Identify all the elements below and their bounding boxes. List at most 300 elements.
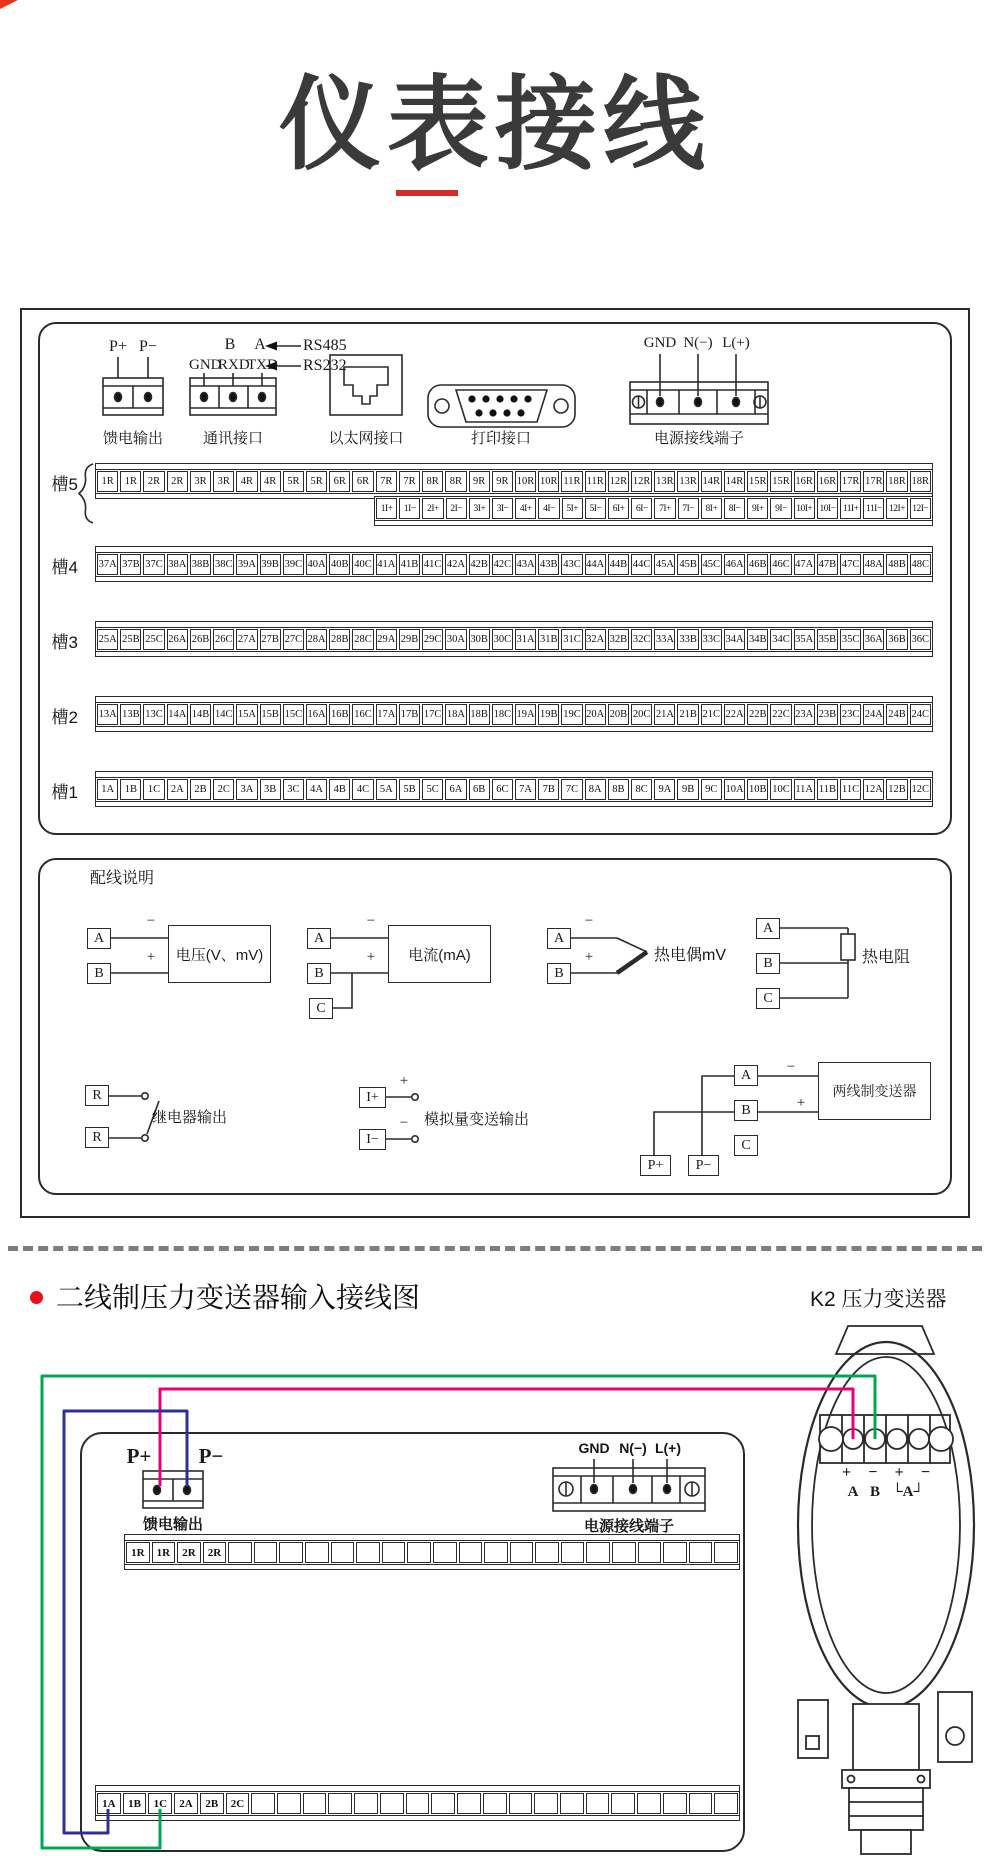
- terminal-box-a: A: [307, 928, 331, 949]
- terminal-cell: 6R: [352, 471, 373, 492]
- wire-pink: [160, 1389, 853, 1486]
- title-underline: [396, 190, 458, 196]
- terminal-cell: 14B: [190, 704, 211, 725]
- terminal-cell: 48C: [910, 554, 931, 575]
- terminal-cell: 12A: [863, 779, 884, 800]
- terminal-cell: 2A: [174, 1793, 198, 1814]
- terminal-cell: 2R: [203, 1542, 227, 1563]
- lower-power-pin-gnd: GND: [578, 1440, 610, 1456]
- terminal-cell: 46C: [770, 554, 791, 575]
- terminal-cell: 20A: [585, 704, 606, 725]
- terminal-cell: 18C: [492, 704, 513, 725]
- power-pin-gnd: GND: [643, 335, 677, 351]
- voltage-wiring: [110, 938, 168, 973]
- terminal-cell: 14R: [701, 471, 722, 492]
- rs232-label: RS232: [303, 357, 347, 374]
- terminal-cell: 18B: [469, 704, 490, 725]
- terminal-cell: 2I+: [422, 498, 443, 519]
- comm-pin-txd: TXD: [247, 357, 278, 373]
- terminal-cell: 10C: [770, 779, 791, 800]
- current-input-box: 电流(mA): [388, 925, 491, 983]
- terminal-cell: 6B: [469, 779, 490, 800]
- terminal-cell: 46A: [724, 554, 745, 575]
- terminal-cell: 31C: [561, 629, 582, 650]
- terminal-cell: 1C: [143, 779, 164, 800]
- terminal-cell: 18R: [886, 471, 907, 492]
- terminal-cell: 16C: [352, 704, 373, 725]
- terminal-cell: 33C: [701, 629, 722, 650]
- terminal-cell: 12I+: [886, 498, 907, 519]
- terminal-cell: 7A: [515, 779, 536, 800]
- plus-sign: +: [796, 1095, 806, 1111]
- terminal-box-a: A: [87, 928, 111, 949]
- terminal-cell: 45C: [701, 554, 722, 575]
- terminal-cell: 43C: [561, 554, 582, 575]
- terminal-cell: 29A: [376, 629, 397, 650]
- terminal-cell: 5A: [376, 779, 397, 800]
- terminal-cell: 2B: [200, 1793, 224, 1814]
- terminal-cell: 19C: [561, 704, 582, 725]
- terminal-cell: 44A: [585, 554, 606, 575]
- terminal-cell: 11C: [840, 779, 861, 800]
- twowire-transmitter-box: 两线制变送器: [818, 1062, 931, 1120]
- current-wiring: [330, 938, 388, 1008]
- terminal-cell: 6C: [492, 779, 513, 800]
- terminal-cell: 30C: [492, 629, 513, 650]
- terminal-cell: 32A: [585, 629, 606, 650]
- terminal-cell: 30A: [445, 629, 466, 650]
- power-pin-n: N(−): [683, 335, 713, 351]
- terminal-cell: 12R: [631, 471, 652, 492]
- terminal-cell: 45B: [677, 554, 698, 575]
- comm-pin-b: B: [224, 336, 236, 353]
- terminal-cell: 12C: [910, 779, 931, 800]
- minus-sign: −: [146, 913, 156, 929]
- terminal-cell: 47A: [794, 554, 815, 575]
- terminal-cell: 7R: [376, 471, 397, 492]
- terminal-cell: 5I+: [562, 498, 583, 519]
- terminal-cell: 1R: [126, 1542, 150, 1563]
- terminal-cell: 35A: [794, 629, 815, 650]
- slot3-label: 槽3: [51, 633, 78, 652]
- terminal-cell: 40C: [352, 554, 373, 575]
- terminal-cell: 1I+: [376, 498, 397, 519]
- terminal-box-r: R: [85, 1127, 109, 1148]
- transmitter-sign-row: [842, 1464, 930, 1482]
- feed-output-label: 馈电输出: [102, 430, 163, 447]
- terminal-cell: 5B: [399, 779, 420, 800]
- terminal-cell: 15R: [747, 471, 768, 492]
- terminal-cell: 2R: [177, 1542, 201, 1563]
- terminal-cell: 4B: [329, 779, 350, 800]
- terminal-cell: 32B: [608, 629, 629, 650]
- terminal-cell: 2C: [226, 1793, 250, 1814]
- comm-port-label: 通讯接口: [202, 430, 263, 447]
- plus-sign: +: [366, 949, 376, 965]
- transmitter-sign: −: [920, 1464, 930, 1481]
- slot2-label: 槽2: [51, 708, 78, 727]
- terminal-cell: 27C: [283, 629, 304, 650]
- slot1-label: 槽1: [51, 783, 78, 802]
- terminal-cell: 22B: [747, 704, 768, 725]
- lower-power-terminal-label: 电源接线端子: [583, 1518, 674, 1535]
- rs485-label: RS485: [303, 337, 347, 354]
- terminal-cell: 16R: [817, 471, 838, 492]
- terminal-box-p-plus: P+: [640, 1155, 671, 1176]
- terminal-cell: 28A: [306, 629, 327, 650]
- terminal-cell: 9I−: [770, 498, 791, 519]
- terminal-cell: 26C: [213, 629, 234, 650]
- terminal-cell: 11R: [585, 471, 606, 492]
- terminal-cell: 8B: [608, 779, 629, 800]
- terminal-cell: 11I+: [840, 498, 861, 519]
- terminal-cell: 15R: [770, 471, 791, 492]
- terminal-cell: 1A: [97, 1793, 121, 1814]
- terminal-cell: 41B: [399, 554, 420, 575]
- terminal-cell: 4I+: [515, 498, 536, 519]
- terminal-box-a: A: [547, 928, 571, 949]
- terminal-box-p-minus: P−: [688, 1155, 719, 1176]
- terminal-cell: 21C: [701, 704, 722, 725]
- terminal-cell: 45A: [654, 554, 675, 575]
- transmitter-term-a: A: [847, 1484, 859, 1500]
- terminal-cell: 20C: [631, 704, 652, 725]
- lower-power-pin-n: N(−): [619, 1440, 647, 1456]
- terminal-cell: 38C: [213, 554, 234, 575]
- terminal-cell: 7B: [538, 779, 559, 800]
- comm-port-connector: [190, 342, 301, 416]
- terminal-cell: 38B: [190, 554, 211, 575]
- slot5-label: 槽5: [51, 475, 78, 494]
- terminal-cell: 20B: [608, 704, 629, 725]
- terminal-cell: 1I−: [399, 498, 420, 519]
- terminal-box-r: R: [85, 1085, 109, 1106]
- terminal-cell: 28C: [352, 629, 373, 650]
- terminal-cell: 3A: [236, 779, 257, 800]
- terminal-cell: 2B: [190, 779, 211, 800]
- terminal-cell: 17B: [399, 704, 420, 725]
- terminal-cell: 48B: [886, 554, 907, 575]
- terminal-cell: 14C: [213, 704, 234, 725]
- lower-power-connector: [553, 1459, 705, 1511]
- relay-output-label: 继电器输出: [152, 1109, 228, 1126]
- terminal-cell: 17A: [376, 704, 397, 725]
- terminal-cell: 27B: [260, 629, 281, 650]
- lower-power-pin-l: L(+): [654, 1440, 682, 1456]
- terminal-cell: 25C: [143, 629, 164, 650]
- terminal-cell: 26B: [190, 629, 211, 650]
- terminal-cell: 2C: [213, 779, 234, 800]
- transmitter-sign: −: [868, 1464, 878, 1481]
- terminal-box-i-plus: I+: [359, 1087, 386, 1108]
- terminal-cell: 7I+: [654, 498, 675, 519]
- terminal-cell: 11I−: [863, 498, 884, 519]
- terminal-cell: 3I−: [492, 498, 513, 519]
- terminal-cell: 13B: [120, 704, 141, 725]
- terminal-cell: 33A: [654, 629, 675, 650]
- terminal-cell: 35C: [840, 629, 861, 650]
- terminal-cell: 17R: [863, 471, 884, 492]
- terminal-cell: 24A: [863, 704, 884, 725]
- terminal-cell: 12B: [886, 779, 907, 800]
- thermocouple-label: 热电偶mV: [654, 947, 727, 964]
- terminal-cell: 7I−: [678, 498, 699, 519]
- terminal-cell: 13R: [654, 471, 675, 492]
- wiring-notes-title: 配线说明: [90, 870, 155, 887]
- terminal-cell: 1A: [97, 779, 118, 800]
- terminal-cell: 28B: [329, 629, 350, 650]
- terminal-cell: 3I+: [469, 498, 490, 519]
- lower-feed-pin-p-plus: P+: [126, 1444, 152, 1468]
- terminal-cell: 4R: [260, 471, 281, 492]
- terminal-cell: 6I+: [608, 498, 629, 519]
- terminal-cell: 1R: [152, 1542, 176, 1563]
- terminal-box-b: B: [307, 963, 331, 984]
- terminal-cell: 11B: [817, 779, 838, 800]
- terminal-cell: 48A: [863, 554, 884, 575]
- terminal-cell: 6R: [329, 471, 350, 492]
- terminal-cell: 2R: [143, 471, 164, 492]
- terminal-cell: 38A: [167, 554, 188, 575]
- lower-feed-connector: [143, 1471, 203, 1508]
- pressure-transmitter-drawing: [798, 1326, 974, 1854]
- terminal-cell: 8I+: [701, 498, 722, 519]
- plus-sign: +: [399, 1073, 409, 1089]
- terminal-cell: 43A: [515, 554, 536, 575]
- minus-sign: −: [399, 1115, 409, 1131]
- terminal-cell: 21B: [677, 704, 698, 725]
- terminal-cell: 16R: [794, 471, 815, 492]
- terminal-cell: 35B: [817, 629, 838, 650]
- section-title: 二线制压力变送器输入接线图: [56, 1282, 421, 1313]
- terminal-cell: 11A: [794, 779, 815, 800]
- power-pin-l: L(+): [722, 335, 750, 351]
- terminal-cell: 3R: [190, 471, 211, 492]
- terminal-box-i-minus: I−: [359, 1129, 386, 1150]
- terminal-cell: 16A: [306, 704, 327, 725]
- terminal-cell: 2I−: [446, 498, 467, 519]
- terminal-cell: 1R: [97, 471, 118, 492]
- terminal-cell: 33B: [677, 629, 698, 650]
- terminal-cell: 4R: [236, 471, 257, 492]
- terminal-cell: 13C: [143, 704, 164, 725]
- terminal-cell: 34A: [724, 629, 745, 650]
- terminal-cell: 32C: [631, 629, 652, 650]
- terminal-cell: 10R: [538, 471, 559, 492]
- terminal-cell: 8R: [422, 471, 443, 492]
- terminal-cell: 22A: [724, 704, 745, 725]
- rtd-wiring: [779, 928, 855, 998]
- terminal-cell: 2A: [167, 779, 188, 800]
- rtd-label: 热电阻: [862, 949, 911, 966]
- terminal-cell: 36A: [863, 629, 884, 650]
- terminal-cell: 17R: [840, 471, 861, 492]
- terminal-cell: 1B: [120, 779, 141, 800]
- minus-sign: −: [786, 1059, 796, 1075]
- terminal-cell: 22C: [770, 704, 791, 725]
- terminal-cell: 18R: [910, 471, 931, 492]
- terminal-cell: 12R: [608, 471, 629, 492]
- terminal-cell: 10I−: [817, 498, 838, 519]
- plus-sign: +: [584, 949, 594, 965]
- terminal-cell: 43B: [538, 554, 559, 575]
- terminal-box-b: B: [87, 963, 111, 984]
- terminal-cell: 36C: [910, 629, 931, 650]
- terminal-cell: 25A: [97, 629, 118, 650]
- terminal-cell: 10R: [515, 471, 536, 492]
- feed-pin-p-plus: P+: [109, 338, 127, 355]
- terminal-cell: 24C: [910, 704, 931, 725]
- slot5-brace: [79, 464, 93, 523]
- terminal-cell: 47C: [840, 554, 861, 575]
- terminal-cell: 4A: [306, 779, 327, 800]
- terminal-cell: 29C: [422, 629, 443, 650]
- terminal-cell: 27A: [236, 629, 257, 650]
- terminal-cell: 1B: [123, 1793, 147, 1814]
- voltage-input-box: 电压(V、mV): [168, 925, 271, 983]
- minus-sign: −: [584, 913, 594, 929]
- terminal-cell: 5C: [422, 779, 443, 800]
- terminal-cell: 1C: [148, 1793, 172, 1814]
- terminal-cell: 9C: [701, 779, 722, 800]
- transmitter-sign: +: [894, 1464, 904, 1481]
- power-terminal-connector: [630, 354, 768, 424]
- terminal-cell: 10A: [724, 779, 745, 800]
- terminal-cell: 3B: [260, 779, 281, 800]
- terminal-cell: 41A: [376, 554, 397, 575]
- terminal-cell: 14A: [167, 704, 188, 725]
- terminal-cell: 19B: [538, 704, 559, 725]
- terminal-cell: 4C: [352, 779, 373, 800]
- terminal-cell: 7C: [561, 779, 582, 800]
- terminal-cell: 37C: [143, 554, 164, 575]
- transmitter-term-a2: └A┘: [891, 1484, 925, 1500]
- ethernet-port-label: 以太网接口: [328, 430, 404, 447]
- terminal-cell: 34B: [747, 629, 768, 650]
- terminal-cell: 2R: [167, 471, 188, 492]
- terminal-box-b: B: [756, 953, 780, 974]
- terminal-cell: 26A: [167, 629, 188, 650]
- terminal-cell: 23A: [794, 704, 815, 725]
- terminal-cell: 37B: [120, 554, 141, 575]
- terminal-cell: 9I+: [747, 498, 768, 519]
- terminal-box-a: A: [734, 1065, 758, 1086]
- plus-sign: +: [146, 949, 156, 965]
- terminal-cell: 41C: [422, 554, 443, 575]
- terminal-cell: 9A: [654, 779, 675, 800]
- terminal-cell: 12I−: [910, 498, 931, 519]
- terminal-cell: 23C: [840, 704, 861, 725]
- corner-accent: [0, 0, 18, 9]
- terminal-cell: 39C: [283, 554, 304, 575]
- terminal-cell: 30B: [469, 629, 490, 650]
- terminal-cell: 47B: [817, 554, 838, 575]
- comm-pin-a: A: [254, 336, 266, 353]
- terminal-cell: 6I−: [631, 498, 652, 519]
- section-bullet: [30, 1291, 43, 1304]
- terminal-cell: 11R: [561, 471, 582, 492]
- terminal-cell: 8C: [631, 779, 652, 800]
- terminal-cell: 16B: [329, 704, 350, 725]
- terminal-cell: 19A: [515, 704, 536, 725]
- terminal-cell: 42C: [492, 554, 513, 575]
- wire-green: [42, 1376, 878, 1848]
- terminal-cell: 6A: [445, 779, 466, 800]
- terminal-cell: 9R: [492, 471, 513, 492]
- terminal-cell: 8I−: [724, 498, 745, 519]
- terminal-cell: 5I−: [585, 498, 606, 519]
- terminal-cell: 31B: [538, 629, 559, 650]
- terminal-cell: 10B: [747, 779, 768, 800]
- terminal-cell: 15B: [260, 704, 281, 725]
- terminal-cell: 18A: [445, 704, 466, 725]
- transmitter-sign: +: [842, 1464, 852, 1481]
- terminal-cell: 36B: [886, 629, 907, 650]
- terminal-cell: 7R: [399, 471, 420, 492]
- terminal-cell: 21A: [654, 704, 675, 725]
- terminal-cell: 3C: [283, 779, 304, 800]
- page-title: 仪表接线: [279, 68, 711, 182]
- terminal-cell: 13R: [677, 471, 698, 492]
- printer-port-icon: [428, 385, 575, 427]
- terminal-cell: 42A: [445, 554, 466, 575]
- terminal-cell: 3R: [213, 471, 234, 492]
- terminal-cell: 37A: [97, 554, 118, 575]
- k2-transmitter-label: K2 压力变送器: [810, 1288, 947, 1311]
- terminal-cell: 5R: [283, 471, 304, 492]
- terminal-cell: 9B: [677, 779, 698, 800]
- terminal-box-c: C: [309, 998, 333, 1019]
- terminal-cell: 1R: [120, 471, 141, 492]
- terminal-cell: 24B: [886, 704, 907, 725]
- terminal-cell: 29B: [399, 629, 420, 650]
- terminal-cell: 39B: [260, 554, 281, 575]
- wire-blue: [64, 1411, 187, 1833]
- minus-sign: −: [366, 913, 376, 929]
- printer-port-label: 打印接口: [470, 430, 531, 447]
- terminal-cell: 42B: [469, 554, 490, 575]
- terminal-cell: 44B: [608, 554, 629, 575]
- terminal-cell: 34C: [770, 629, 791, 650]
- comm-pin-rxd: RXD: [218, 357, 250, 373]
- terminal-cell: 15A: [236, 704, 257, 725]
- analog-output-label: 模拟量变送输出: [424, 1111, 530, 1128]
- terminal-cell: 17C: [422, 704, 443, 725]
- terminal-box-b: B: [547, 963, 571, 984]
- terminal-cell: 25B: [120, 629, 141, 650]
- lower-feed-pin-p-minus: P−: [198, 1444, 224, 1468]
- terminal-box-c: C: [756, 988, 780, 1009]
- terminal-cell: 14R: [724, 471, 745, 492]
- terminal-cell: 9R: [469, 471, 490, 492]
- feed-pin-p-minus: P−: [139, 338, 157, 355]
- terminal-cell: 40B: [329, 554, 350, 575]
- terminal-cell: 5R: [306, 471, 327, 492]
- transmitter-term-b: B: [869, 1484, 880, 1500]
- terminal-cell: 13A: [97, 704, 118, 725]
- terminal-cell: 10I+: [794, 498, 815, 519]
- terminal-cell: 39A: [236, 554, 257, 575]
- terminal-box-c: C: [734, 1135, 758, 1156]
- terminal-cell: 15C: [283, 704, 304, 725]
- slot4-label: 槽4: [51, 558, 78, 577]
- terminal-cell: 46B: [747, 554, 768, 575]
- terminal-box-b: B: [734, 1100, 758, 1121]
- comm-pin-gnd: GND: [189, 357, 222, 373]
- terminal-cell: 4I−: [538, 498, 559, 519]
- terminal-cell: 8A: [585, 779, 606, 800]
- lower-feed-output-label: 馈电输出: [142, 1516, 203, 1533]
